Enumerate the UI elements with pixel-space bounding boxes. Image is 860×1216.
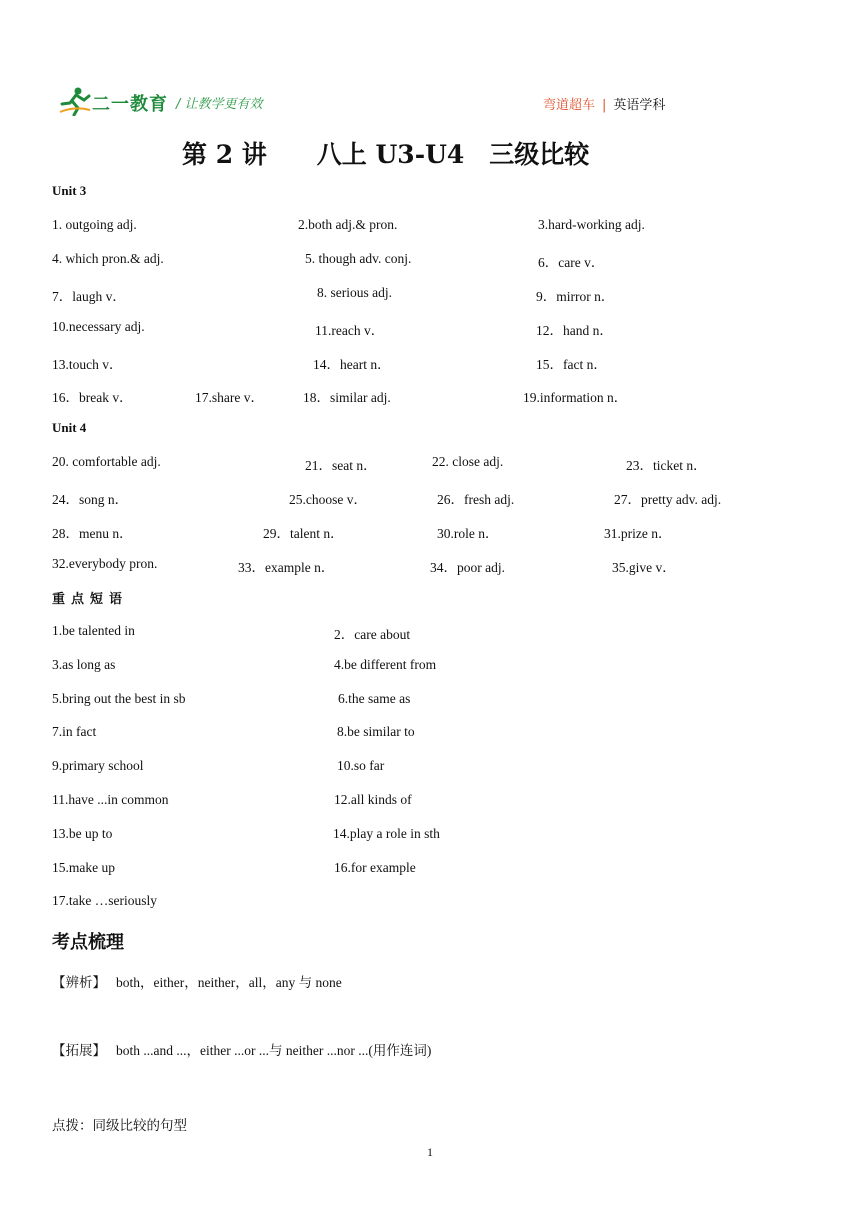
vocab-item: 20. comfortable adj. [52,454,161,469]
vocab-item: 2.both adj.& pron. [298,217,398,232]
phrase-item: 6.the same as [338,691,411,706]
vocab-item: 28．menu n． [52,526,133,541]
vocab-item: 18．similar adj. [303,390,391,405]
kaodian-heading: 考点梳理 [52,932,124,953]
tuozhan-line [52,1039,431,1060]
header-right [543,94,665,113]
vocab-item: 3.hard-working adj. [538,217,645,232]
vocab-item: 21．seat n． [305,458,377,473]
unit3-heading: Unit 3 [52,183,87,198]
phrase-item: 17.take …seriously [52,893,157,908]
bianxi-label: 【辨析】 [52,975,106,991]
phrases-heading: 重点短语 [52,592,129,607]
vocab-item: 10.necessary adj. [52,319,145,334]
vocab-item: 31.prize n． [604,526,672,541]
phrase-item: 12.all kinds of [334,792,412,807]
bianxi-text: both，either，neither，all，any 与 none [116,975,342,990]
vocab-item: 1. outgoing adj. [52,217,137,232]
phrase-item: 5.bring out the best in sb [52,691,186,706]
vocab-item: 13.touch v． [52,357,123,372]
phrase-item: 14.play a role in sth [333,826,440,841]
slogan: / 让教学更有效 [176,97,263,112]
phrase-item: 10.so far [337,758,385,773]
vocab-item: 6．care v． [538,255,605,270]
vocab-item: 22. close adj. [432,454,504,469]
page-number: 1 [427,1145,433,1159]
vocab-item: 23．ticket n． [626,458,707,473]
vocab-item: 9．mirror n． [536,289,615,304]
vocab-item: 7．laugh v． [52,289,126,304]
phrase-item: 11.have ...in common [52,792,169,807]
unit4-heading: Unit 4 [52,420,87,435]
vocab-item: 29．talent n． [263,526,344,541]
phrase-item: 16.for example [334,860,416,875]
vocab-item: 8. serious adj. [317,285,392,300]
vocab-item: 30.role n． [437,526,499,541]
phrase-item: 8.be similar to [337,724,415,739]
vocab-item: 25.choose v． [289,492,367,507]
logo-text: 二一教育 [92,94,168,115]
tuozhan-text: both ...and ...，either ...or ...与 neither ...nor ...(用作连词) [116,1043,432,1058]
phrase-item: 2．care about [334,627,411,642]
subject-label: 英语学科 [613,98,666,113]
vocab-item: 4. which pron.& adj. [52,251,164,266]
vocab-item: 32.everybody pron. [52,556,158,571]
phrase-item: 9.primary school [52,758,144,773]
vocab-item: 17.share v． [195,390,264,405]
vocab-item: 27．pretty adv. adj. [614,492,722,507]
phrase-item: 1.be talented in [52,623,135,638]
vocab-item: 15．fact n． [536,357,607,372]
phrase-item: 3.as long as [52,657,116,672]
runner-logo-icon [58,86,92,116]
vocab-item: 19.information n． [523,390,628,405]
tuozhan-label: 【拓展】 [52,1043,106,1059]
page-title: 第 2 讲 八上 U3-U4 三级比较 [182,140,590,169]
phrase-item: 7.in fact [52,724,97,739]
phrase-item: 15.make up [52,860,115,875]
vocab-item: 11.reach v． [315,323,385,338]
brand-slogan: 弯道超车 [543,98,596,113]
vocab-item: 14．heart n． [313,357,391,372]
vocab-item: 24．song n． [52,492,129,507]
phrase-item: 13.be up to [52,826,113,841]
bianxi-line [52,971,342,992]
vocab-item: 12．hand n． [536,323,613,338]
vocab-item: 5. though adv. conj. [305,251,412,266]
vocab-item: 16．break v． [52,390,133,405]
vocab-item: 34．poor adj. [430,560,505,575]
phrase-item: 4.be different from [334,657,437,672]
header-separator: | [602,98,607,113]
vocab-item: 33．example n． [238,560,335,575]
vocab-item: 35.give v． [612,560,676,575]
dianbo-note: 点拨：同级比较的句型 [52,1118,187,1134]
logo [58,86,168,118]
vocab-item: 26．fresh adj. [437,492,515,507]
